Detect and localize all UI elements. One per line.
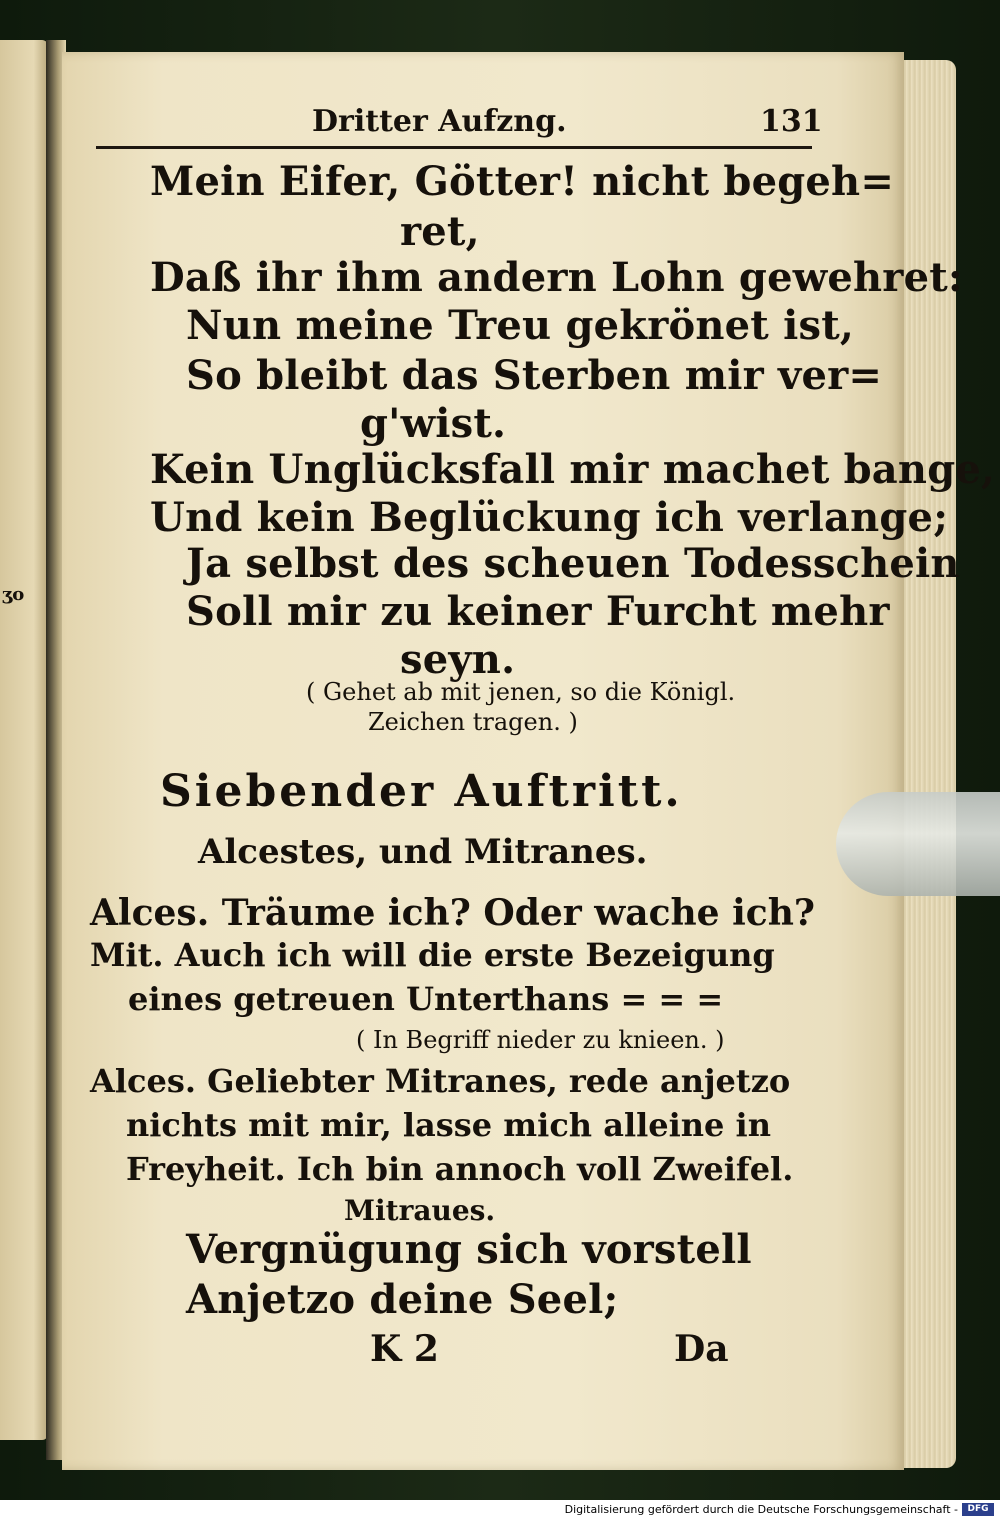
stage-direction: ( In Begriff nieder zu knieen. ) xyxy=(356,1026,725,1054)
verse-line: Vergnügung sich vorstell xyxy=(186,1226,752,1273)
dialogue-line: Alces. Träume ich? Oder wache ich? xyxy=(90,892,815,934)
signature-mark: K 2 xyxy=(370,1328,439,1370)
page-number: 131 xyxy=(760,104,823,139)
catchword: Da xyxy=(674,1328,729,1370)
verse-line: Nun meine Treu gekrönet ist, xyxy=(186,302,855,349)
dialogue-line: Freyheit. Ich bin annoch voll Zweifel. xyxy=(126,1150,794,1188)
verse-line: So bleibt das Sterben mir ver= xyxy=(186,352,883,399)
stage-direction: ( Gehet ab mit jenen, so die Königl. xyxy=(306,678,736,706)
verse-line: Ja selbst des scheuen Todesschein xyxy=(186,540,960,587)
dialogue-line: nichts mit mir, lasse mich alleine in xyxy=(126,1106,771,1144)
scene-characters: Alcestes, und Mitranes. xyxy=(198,832,648,872)
verse-line: ret, xyxy=(400,208,480,255)
verse-line: Mein Eifer, Götter! nicht begeh= xyxy=(150,158,895,205)
footer-credit: Digitalisierung gefördert durch die Deutsche Forschungsgemeinschaft - xyxy=(564,1503,958,1516)
dialogue-line: eines getreuen Unterthans = = = xyxy=(128,980,724,1018)
bookmark-clip xyxy=(836,792,1000,896)
speaker-name: Mitraues. xyxy=(344,1194,496,1227)
verse-line: Anjetzo deine Seel; xyxy=(186,1276,619,1323)
dialogue-line: Mit. Auch ich will die erste Bezeigung xyxy=(90,936,775,974)
scene-title: Siebender Auftritt. xyxy=(160,766,683,817)
verse-line: Daß ihr ihm andern Lohn gewehret: xyxy=(150,254,963,301)
running-title: Dritter Aufzng. xyxy=(312,104,567,139)
dialogue-line: Alces. Geliebter Mitranes, rede anjetzo xyxy=(90,1062,791,1100)
dfg-logo: DFG xyxy=(962,1503,994,1516)
verse-line: Und kein Beglückung ich verlange; xyxy=(150,494,949,541)
stage-direction: Zeichen tragen. ) xyxy=(368,708,578,736)
previous-page-edge xyxy=(0,40,48,1440)
header-rule xyxy=(96,146,812,149)
verse-line: Kein Unglücksfall mir machet bange, xyxy=(150,446,996,493)
previous-page-fragment: ʒo xyxy=(2,584,25,605)
verse-line: g'wist. xyxy=(360,400,507,447)
verse-line: Soll mir zu keiner Furcht mehr xyxy=(186,588,890,635)
verse-line: seyn. xyxy=(400,636,516,683)
